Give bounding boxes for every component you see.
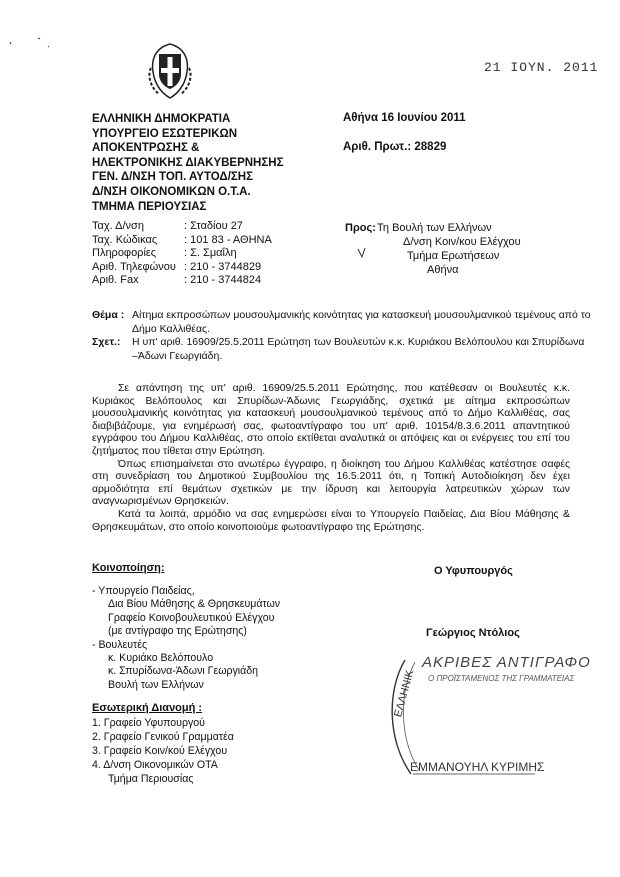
certified-copy-stamp: ΑΚΡΙΒΕΣ ΑΝΤΙΓΡΑΦΟ: [422, 654, 591, 671]
contact-key: Πληροφορίες: [92, 247, 157, 260]
contact-row: [92, 274, 272, 288]
recipient-line: Αθήνα: [427, 264, 459, 276]
contact-row: [92, 234, 272, 248]
koinopoiisi-list: [92, 585, 280, 692]
body-paragraph: Κατά τα λοιπά, αρμόδιο να σας ενημερώσει είναι το Υπουργείο Παιδείας, Δια Βίου Μάθησης & Θρησκευμάτων, στο οποίο κοινοποιούμε φωτοαντίγραφο της Ερώτησης.: [92, 508, 570, 533]
contact-value: : Σ. Σμαΐλη: [184, 247, 237, 260]
list-item: 3. Γραφείο Κοιν/κού Ελέγχου: [92, 745, 228, 757]
header-line: ΥΠΟΥΡΓΕΙΟ ΕΣΩΤΕΡΙΚΩΝ: [92, 127, 238, 140]
list-item: Γραφείο Κοινοβουλευτικού Ελέγχου: [108, 611, 275, 624]
contact-key: Αριθ. Τηλεφώνου: [92, 260, 176, 273]
contact-key: Ταχ. Κώδικας: [92, 233, 158, 246]
stamp-subtitle: Ο ΠΡΟΪΣΤΑΜΕΝΟΣ ΤΗΣ ΓΡΑΜΜΑΤΕΙΑΣ: [428, 674, 575, 683]
recipient-line: Τμήμα Ερωτήσεων: [407, 250, 500, 262]
subject-label: Θέμα :: [92, 309, 125, 321]
list-item: κ. Σπυρίδωνα-Άδωνι Γεωργιάδη: [108, 665, 259, 678]
list-item: 2. Γραφείο Γενικού Γραμματέα: [92, 731, 234, 743]
greek-coat-of-arms-icon: [145, 42, 195, 100]
contact-key: Ταχ. Δ/νση: [92, 220, 144, 232]
header-line: Δ/ΝΣΗ ΟΙΚΟΝΟΜΙΚΩΝ Ο.Τ.Α.: [92, 185, 251, 198]
letter-body: [92, 383, 570, 534]
received-date-stamp: 21 ΙΟΥΝ. 2011: [484, 60, 599, 75]
contact-value: : 101 83 - ΑΘΗΝΑ: [184, 233, 272, 246]
header-line: ΗΛΕΚΤΡΟΝΙΚΗΣ ΔΙΑΚΥΒΕΡΝΗΣΗΣ: [92, 156, 284, 169]
place-date: Αθήνα 16 Ιουνίου 2011: [343, 112, 466, 124]
internal-distribution-list: [92, 716, 234, 786]
contact-value: : 210 - 3744829: [184, 260, 262, 273]
seal-text: ΕΛΛΗΝΙΚ: [392, 668, 417, 719]
contact-key: Αριθ. Fax: [92, 274, 139, 287]
header-line: ΤΜΗΜΑ ΠΕΡΙΟΥΣΙΑΣ: [92, 200, 207, 213]
internal-distribution-title: Εσωτερική Διανομή :: [92, 702, 203, 714]
subject-text: Αίτημα εκπροσώπων μουσουλμανικής κοινότητας για κατασκευή μουσουλμανικού τεμένους από το Δήμο Καλλιθέας.: [132, 309, 591, 335]
scan-marks: [4, 34, 64, 54]
contact-details: [92, 220, 272, 288]
header-line: ΓΕΝ. Δ/ΝΣΗ ΤΟΠ. ΑΥΤΟΔ/ΣΗΣ: [92, 171, 253, 184]
list-item: Βουλή των Ελλήνων: [108, 678, 204, 691]
signatory-title: Ο Υφυπουργός: [434, 565, 513, 577]
contact-row: [92, 220, 272, 234]
issuer-header: [92, 112, 283, 214]
contact-row: [92, 261, 272, 275]
reference-text: Η υπ' αριθ. 16909/25.5.2011 Ερώτηση των Βουλευτών κ.κ. Κυριάκου Βελόπουλου και Σπυρίδωνα –Άδωνι Γεωργιάδη.: [132, 336, 585, 362]
list-item: - Βουλευτές: [92, 638, 148, 651]
handwritten-tick-icon: [357, 247, 367, 259]
list-item: Δια Βίου Μάθησης & Θρησκευμάτων: [108, 598, 281, 611]
recipient-line: Τη Βουλή των Ελλήνων: [377, 222, 492, 234]
body-paragraph: Όπως επισημαίνεται στο ανωτέρω έγγραφο, η διοίκηση του Δήμου Καλλιθέας κατέστησε σαφές στη συνεδρίαση του Δημοτικού Συμβουλίου της 16.5.2011 ότι, η Τοπική Αυτοδιοίκηση δεν έχει αρμοδιότητα επί θεμάτων σχετικών με την ίδρυση και λειτουργία λατρευτικών χώρων των αναγνωρισμένων Θρησκειών.: [92, 458, 570, 508]
reference-label: Σχετ.:: [92, 336, 121, 348]
list-item: 4. Δ/νση Οικονομικών ΟΤΑ: [92, 759, 218, 771]
list-item: - Υπουργείο Παιδείας,: [92, 585, 195, 597]
contact-value: : 210 - 3744824: [184, 274, 262, 287]
list-item: 1. Γραφείο Υφυπουργού: [92, 717, 205, 729]
header-line: ΑΠΟΚΕΝΤΡΩΣΗΣ &: [92, 142, 200, 155]
contact-value: : Σταδίου 27: [184, 220, 243, 232]
header-line: ΕΛΛΗΝΙΚΗ ΔΗΜΟΚΡΑΤΙΑ: [92, 113, 231, 125]
subject-block: [92, 309, 592, 363]
list-item: (με αντίγραφο της Ερώτησης): [108, 625, 247, 638]
list-item: Τμήμα Περιουσίας: [108, 773, 194, 785]
protocol-number: Αριθ. Πρωτ.: 28829: [343, 141, 447, 153]
koinopoiisi-title: Κοινοποίηση:: [92, 562, 165, 574]
stamp-signatory: ΕΜΜΑΝΟΥΗΛ ΚΥΡΙΜΗΣ: [410, 760, 545, 774]
recipient-label: Προς:: [345, 222, 376, 234]
body-paragraph: Σε απάντηση της υπ' αριθ. 16909/25.5.2011 Ερώτησης, που κατέθεσαν οι Βουλευτές κ.κ. Κυριάκος Βελόπουλος και Σπυρίδων-Άδωνις Γεωργιάδης, σχετικά με αίτημα εκπροσώπων μουσουλμανικής κοινότητας για κατασκευή μουσουλμανικού τεμένους από το Δήμο Καλλιθέας, σας διαβιβάζουμε, για ενημέρωσή σας, φωτοαντίγραφο του υπ' αριθ. 10154/8.3.6.2011 απαντητικού εγγράφου του Δήμου Καλλιθέας, στο οποίο εκτίθεται αναλυτικά οι απόψεις και οι ενέργειες του επί του ζητήματος που τίθεται στην Ερώτηση.: [92, 383, 570, 457]
recipient-line: Δ/νση Κοιν/κου Ελέγχου: [403, 236, 521, 248]
contact-row: [92, 247, 272, 261]
signatory-name: Γεώργιος Ντόλιος: [426, 627, 520, 639]
list-item: κ. Κυριάκο Βελόπουλο: [108, 652, 214, 665]
recipient-block: [345, 221, 521, 277]
